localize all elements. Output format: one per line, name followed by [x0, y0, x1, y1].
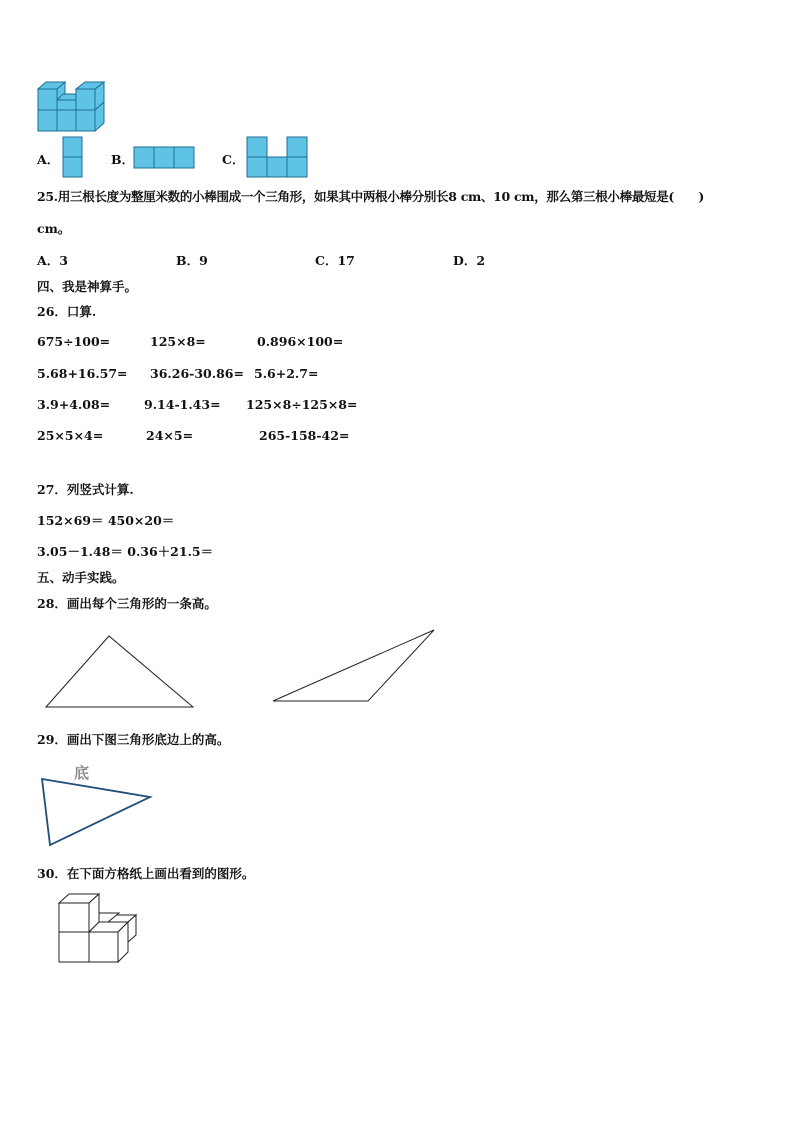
- q27-line-2: 3.05－1.48＝ 0.36＋21.5＝: [37, 544, 214, 559]
- q26-item: 36.26-30.86=: [150, 366, 244, 381]
- q26-item: 265-158-42=: [259, 428, 350, 443]
- q25-question-continued: cm。: [37, 221, 71, 236]
- option-a-label: A．: [37, 152, 60, 167]
- q29-title: 29．画出下图三角形底边上的高。: [37, 732, 230, 747]
- section-4-title: 四、我是神算手。: [37, 279, 138, 294]
- q26-title: 26．口算.: [37, 304, 97, 319]
- q30-cube-figure: [56, 892, 140, 966]
- q26-item: 125×8÷125×8=: [246, 397, 358, 412]
- q25-question-text: 25.用三根长度为整厘米数的小棒围成一个三角形，如果其中两根小棒分别长8 cm、10 cm，那么第三根小棒最短是( ): [37, 189, 705, 204]
- q26-item: 25×5×4=: [37, 428, 104, 443]
- q25-choice-b: B．9: [176, 253, 208, 268]
- q25-choice-d: D．2: [453, 253, 486, 268]
- q26-item: 5.6+2.7=: [254, 366, 319, 381]
- q29-base-label: 底: [74, 764, 90, 782]
- q30-title: 30．在下面方格纸上画出看到的图形。: [37, 866, 255, 881]
- section-5-title: 五、动手实践。: [37, 570, 125, 585]
- q27-title: 27．列竖式计算.: [37, 482, 134, 497]
- q26-item: 5.68+16.57=: [37, 366, 128, 381]
- q28-title: 28．画出每个三角形的一条高。: [37, 596, 217, 611]
- q26-item: 9.14-1.43=: [144, 397, 221, 412]
- q25-choice-a: A．3: [37, 253, 68, 268]
- option-b-label: B．: [111, 152, 135, 167]
- q26-item: 125×8=: [150, 334, 206, 349]
- q26-item: 675÷100=: [37, 334, 111, 349]
- q26-item: 3.9+4.08=: [37, 397, 111, 412]
- q26-item: 24×5=: [146, 428, 194, 443]
- q25-choice-c: C．17: [315, 253, 355, 268]
- option-c-label: C．: [222, 152, 245, 167]
- q27-line-1: 152×69＝ 450×20＝: [37, 513, 175, 528]
- q26-item: 0.896×100=: [257, 334, 344, 349]
